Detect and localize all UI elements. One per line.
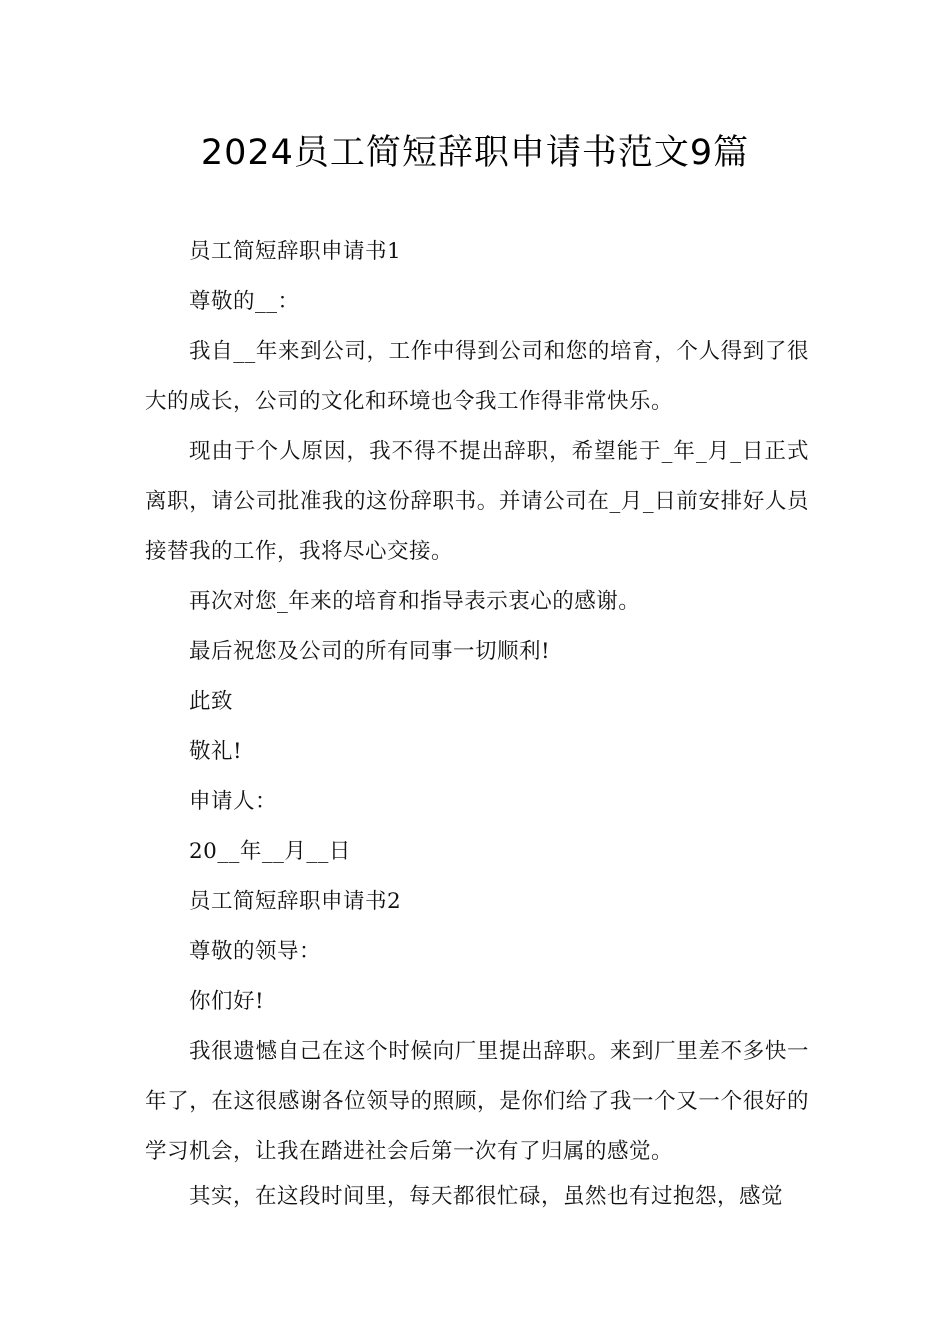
body-paragraph: 其实，在这段时间里，每天都很忙碌，虽然也有过抱怨，感觉 [189,1184,784,1209]
signature-label: 申请人： [189,789,278,814]
body-paragraph: 我自__年来到公司，工作中得到公司和您的培育，个人得到了很大的成长，公司的文化和环境也令我工作得非常快乐。 [145,339,809,414]
body-paragraph: 最后祝您及公司的所有同事一切顺利! [189,639,551,664]
closing-line: 敬礼! [189,739,243,764]
body-paragraph: 我很遗憾自己在这个时候向厂里提出辞职。来到厂里差不多快一年了，在这很感谢各位领导的照顾，是你们给了我一个又一个很好的学习机会，让我在踏进社会后第一次有了归属的感觉。 [145,1039,809,1164]
body-paragraph: 现由于个人原因，我不得不提出辞职，希望能于_年_月_日正式离职，请公司批准我的这份辞职书。并请公司在_月_日前安排好人员接替我的工作，我将尽心交接。 [145,439,809,564]
salutation: 尊敬的领导： [189,939,322,964]
greeting: 你们好! [189,989,265,1014]
section-heading-2: 员工简短辞职申请书2 [189,889,402,914]
date-line: 20__年__月__日 [189,839,351,864]
document-title: 2024员工简短辞职申请书范文9篇 [200,133,750,173]
body-paragraph: 再次对您_年来的培育和指导表示衷心的感谢。 [189,589,641,614]
closing-line: 此致 [189,689,234,714]
salutation: 尊敬的__： [189,289,300,314]
section-heading-1: 员工简短辞职申请书1 [189,239,402,264]
